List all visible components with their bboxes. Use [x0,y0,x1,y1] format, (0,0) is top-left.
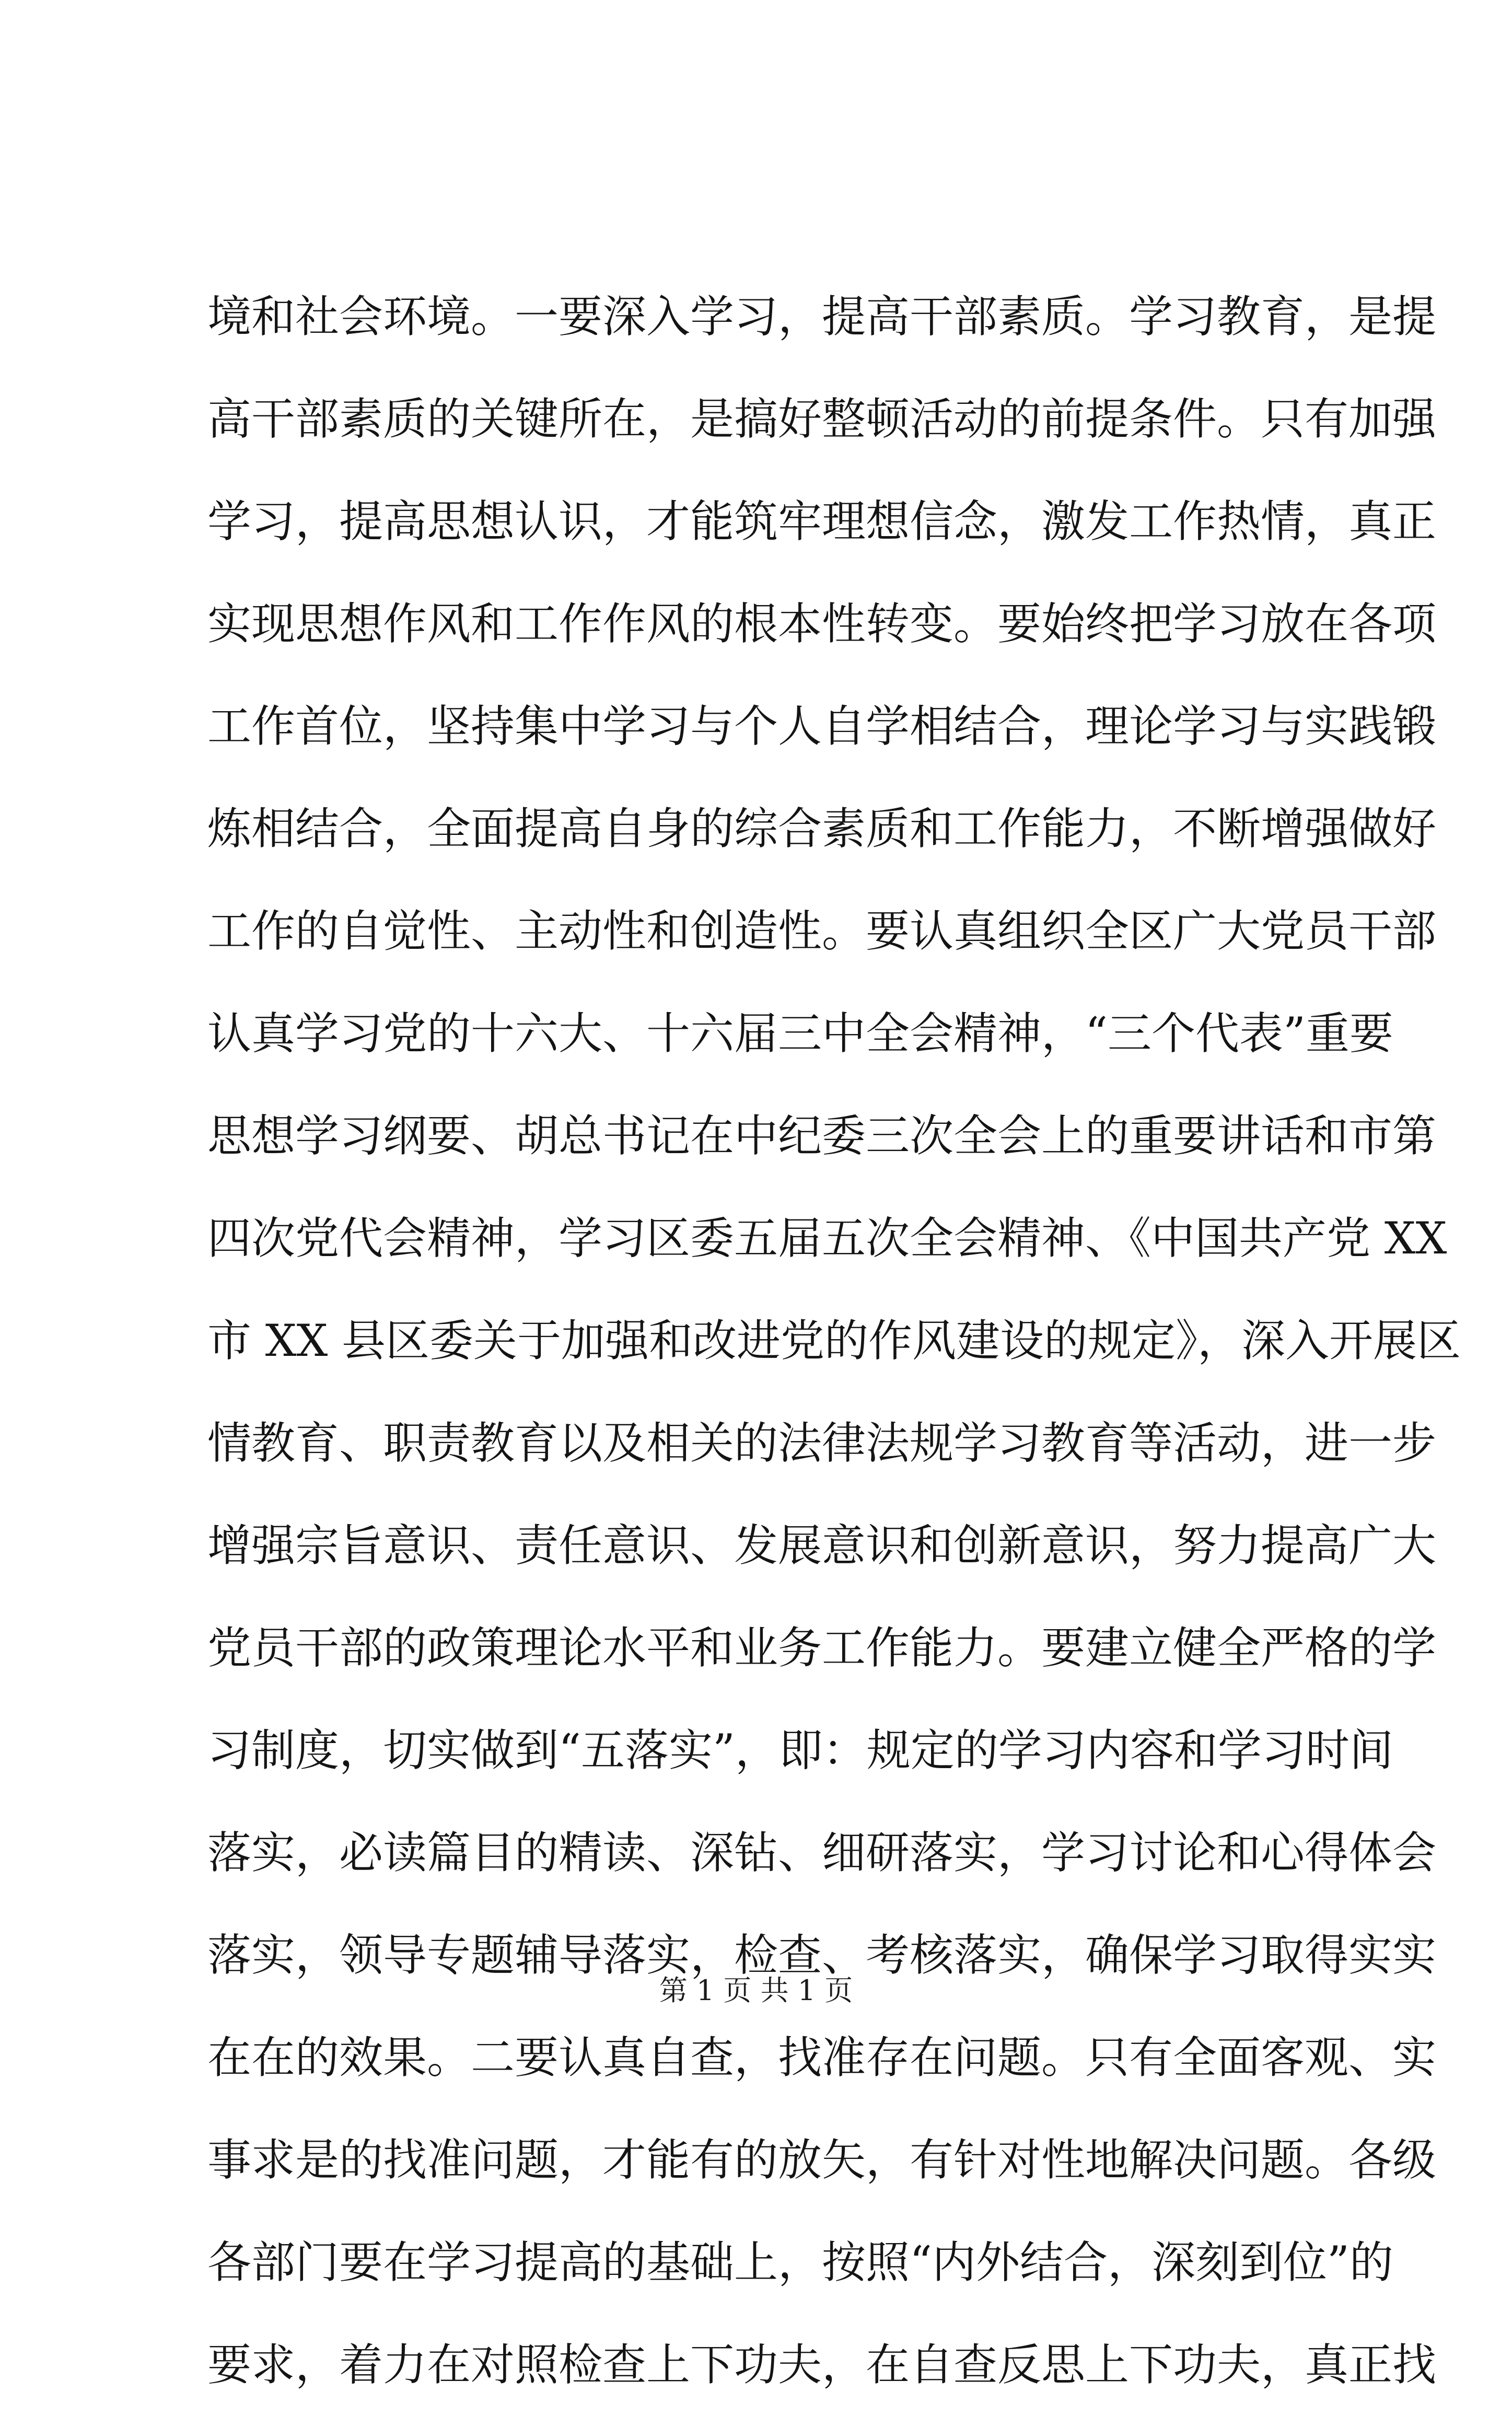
text-line: 高干部素质的关键所在，是搞好整顿活动的前提条件。只有加强 [207,393,1437,445]
text-line: 增强宗旨意识、责任意识、发展意识和创新意识，努力提高广大 [207,1520,1437,1571]
text-line: 事求是的找准问题，才能有的放矢，有针对性地解决问题。各级 [207,2134,1437,2186]
text-line: 各部门要在学习提高的基础上，按照“内外结合，深刻到位”的 [207,2237,1393,2288]
text-line: 落实，领导专题辅导落实，检查、考核落实，确保学习取得实实 [207,1930,1437,1981]
text-line: 要求，着力在对照检查上下功夫，在自查反思上下功夫，真正找 [207,2339,1437,2390]
text-line: 市 XX 县区委关于加强和改进党的作风建设的规定》，深入开展区 [207,1315,1461,1366]
text-line: 习制度，切实做到“五落实”，即：规定的学习内容和学习时间 [207,1725,1393,1776]
body-text [207,265,1461,2416]
text-line: 四次党代会精神，学习区委五届五次全会精神、《中国共产党 XX [207,1213,1447,1264]
text-line: 认真学习党的十六大、十六届三中全会精神，“三个代表”重要 [207,1008,1393,1059]
text-line: 情教育、职责教育以及相关的法律法规学习教育等活动，进一步 [207,1418,1437,1469]
text-line: 工作的自觉性、主动性和创造性。要认真组织全区广大党员干部 [207,905,1437,957]
text-line: 在在的效果。二要认真自查，找准存在问题。只有全面客观、实 [207,2032,1437,2083]
text-line: 实现思想作风和工作作风的根本性转变。要始终把学习放在各项 [207,598,1437,649]
page-footer: 第 1 页 共 1 页 [659,1974,853,2007]
text-line: 党员干部的政策理论水平和业务工作能力。要建立健全严格的学 [207,1622,1437,1674]
text-line: 工作首位，坚持集中学习与个人自学相结合，理论学习与实践锻 [207,701,1437,752]
text-line: 炼相结合，全面提高自身的综合素质和工作能力，不断增强做好 [207,803,1437,854]
text-line: 思想学习纲要、胡总书记在中纪委三次全会上的重要讲话和市第 [207,1110,1437,1161]
text-line: 落实，必读篇目的精读、深钻、细研落实，学习讨论和心得体会 [207,1827,1437,1878]
text-line: 学习，提高思想认识，才能筑牢理想信念，激发工作热情，真正 [207,496,1437,547]
text-line: 境和社会环境。一要深入学习，提高干部素质。学习教育，是提 [207,291,1437,342]
